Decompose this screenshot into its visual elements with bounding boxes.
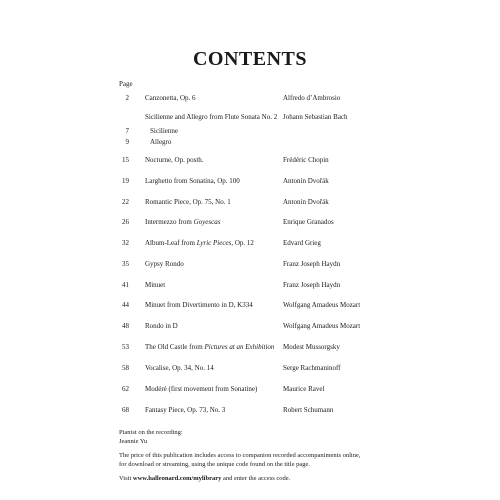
composer-name: Modest Mussorgsky <box>283 343 340 351</box>
work-title: Sicilienne and Allegro from Flute Sonata No. 2 <box>145 113 278 121</box>
page-number: 9 <box>125 138 129 146</box>
work-title: Modéré (first movement from Sonatine) <box>145 385 258 393</box>
work-title <box>145 239 285 248</box>
composer-name: Edvard Grieg <box>283 239 321 247</box>
page-number: 53 <box>122 343 129 351</box>
page-number: 32 <box>122 239 129 247</box>
work-title: Romantic Piece, Op. 75, No. 1 <box>145 198 231 206</box>
work-title-part: Intermezzo from <box>145 218 194 226</box>
composer-name: Antonín Dvořák <box>283 198 329 206</box>
movement-title: Sicilienne <box>150 127 178 135</box>
page-number: 26 <box>122 218 129 226</box>
composer-name: Franz Joseph Haydn <box>283 260 341 268</box>
composer-name: Antonín Dvořák <box>283 177 329 185</box>
work-title <box>145 218 285 227</box>
composer-name: Alfredo d’Ambrosio <box>283 94 341 102</box>
page-number: 41 <box>122 281 129 289</box>
page-title: CONTENTS <box>192 48 308 70</box>
work-title: Nocturne, Op. posth. <box>145 156 204 164</box>
page-number: 62 <box>122 385 129 393</box>
work-title <box>145 343 285 352</box>
composer-name: Wolfgang Amadeus Mozart <box>283 322 361 330</box>
composer-name: Enrique Granados <box>283 218 334 226</box>
page-number: 15 <box>122 156 129 164</box>
work-title-part: The Old Castle from <box>145 343 205 351</box>
work-title: Rondo in D <box>145 322 178 330</box>
composer-name: Franz Joseph Haydn <box>283 281 341 289</box>
work-title-part: , Op. 12 <box>231 239 254 247</box>
visit-prefix: Visit <box>119 475 133 482</box>
work-title: Gypsy Rondo <box>145 260 184 268</box>
page-column-header: Page <box>119 80 133 88</box>
composer-name: Serge Rachmaninoff <box>283 364 341 372</box>
composer-name: Frédéric Chopin <box>283 156 329 164</box>
work-title-part: Pictures at an Exhibition <box>204 343 275 351</box>
visit-suffix: and enter the access code. <box>221 475 291 482</box>
page-number: 22 <box>122 198 129 206</box>
pianist-name: Jeannie Yu <box>119 438 148 445</box>
page-number: 2 <box>125 94 129 102</box>
page-number: 7 <box>125 127 129 135</box>
visit-url[interactable]: www.halleonard.com/mylibrary <box>132 475 222 482</box>
composer-name: Maurice Ravel <box>283 385 325 393</box>
pianist-label: Pianist on the recording: <box>119 429 183 436</box>
access-note-line-2: for download or streaming, using the unique code found on the title page. <box>119 461 310 468</box>
composer-name: Wolfgang Amadeus Mozart <box>283 301 361 309</box>
page-number: 68 <box>122 406 129 414</box>
composer-name: Robert Schumann <box>283 406 334 414</box>
work-title-part: Goyescas <box>193 218 221 226</box>
composer-name: Johann Sebastian Bach <box>283 113 348 121</box>
work-title: Fantasy Piece, Op. 73, No. 3 <box>145 406 226 414</box>
work-title: Minuet <box>145 281 166 289</box>
page-number: 35 <box>122 260 129 268</box>
access-note-line-1: The price of this publication includes access to companion recorded accompaniments online, <box>119 452 361 459</box>
work-title: Canzonetta, Op. 6 <box>145 94 196 102</box>
work-title-part: Album-Leaf from <box>145 239 197 247</box>
page-number: 48 <box>122 322 129 330</box>
movement-title: Allegro <box>150 138 172 146</box>
page-number: 19 <box>122 177 129 185</box>
work-title: Minuet from Divertimento in D, K334 <box>145 301 253 309</box>
page-number: 44 <box>122 301 129 309</box>
work-title: Vocalise, Op. 34, No. 14 <box>145 364 214 372</box>
work-title-part: Lyric Pieces <box>196 239 232 247</box>
page-number: 58 <box>122 364 129 372</box>
visit-line <box>119 474 399 483</box>
work-title: Larghetto from Sonatina, Op. 100 <box>145 177 240 185</box>
